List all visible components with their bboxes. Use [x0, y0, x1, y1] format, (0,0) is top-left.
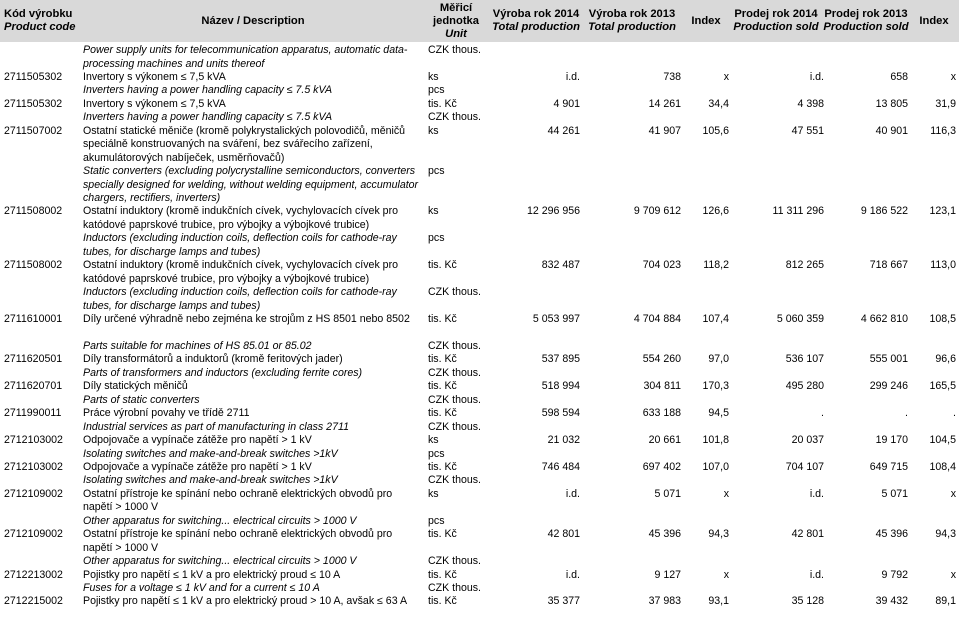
- cell-i1: 107,4: [702, 313, 729, 325]
- table-row: [0, 555, 959, 568]
- cell-s14: i.d.: [809, 487, 824, 500]
- table-row: [0, 582, 959, 595]
- cell-s13: 19 170: [875, 434, 908, 447]
- description-en: Parts of static converters: [83, 393, 200, 406]
- table-row: [0, 232, 959, 259]
- cell-s13: 5 071: [881, 487, 908, 500]
- table-body: [0, 42, 959, 621]
- cell-p13: 704 023: [642, 259, 681, 272]
- description-en: Inductors (excluding induction coils, deflection coils for cathode-ray tubes, for discharge lamps and tubes): [83, 232, 397, 258]
- table-row: [0, 595, 959, 622]
- cell-unit: CZK thous.: [428, 286, 481, 299]
- description-cz: Pojistky pro napětí ≤ 1 kV a pro elektrický proud ≤ 10 A: [83, 568, 341, 581]
- cell-s14: 11 311 296: [772, 205, 824, 218]
- header-unit: Měřicí jednotka Unit: [432, 1, 479, 40]
- table-row: [0, 259, 959, 286]
- table-row: [0, 313, 959, 340]
- description-cz: Odpojovače a vypínače zátěže pro napětí > 1 kV: [83, 434, 312, 447]
- cell-unit: CZK thous.: [428, 474, 481, 487]
- description-en: Parts suitable for machines of HS 85.01 or 85.02: [83, 339, 312, 352]
- cell-unit: tis. Kč: [428, 97, 457, 110]
- cell-i1: 34,4: [708, 97, 729, 110]
- cell-i2: x: [950, 70, 956, 83]
- table-row: [0, 353, 959, 366]
- cell-s14: 20 037: [791, 434, 824, 447]
- description-cz: Ostatní statické měniče (kromě polykrystalických polovodičů, měničů speciálně konstruovaných na sváření, bez svářecího zařízení, akumulátorových nabíječek, usměrňovačů): [83, 124, 406, 164]
- header-sold-2014: Prodej rok 2014 Production sold: [733, 8, 819, 33]
- description-cz: Ostatní induktory (kromě indukčních cívek, vychylovacích cívek pro katódové paprskové trubice, pro výbojky a výbojkové trubice): [83, 205, 398, 231]
- description-en: Isolating switches and make-and-break switches >1kV: [83, 447, 338, 460]
- product-code: 2712213002: [4, 568, 63, 581]
- cell-unit: tis. Kč: [428, 595, 457, 608]
- description-cz: Díly statických měničů: [83, 380, 188, 393]
- cell-s13: 13 805: [875, 97, 908, 110]
- header-sold-2013: Prodej rok 2013 Production sold: [823, 8, 909, 33]
- table-row: [0, 515, 959, 528]
- cell-s14: 704 107: [785, 460, 824, 473]
- cell-unit: tis. Kč: [428, 528, 457, 541]
- product-code: 2711610001: [4, 313, 63, 325]
- cell-unit: CZK thous.: [428, 111, 481, 124]
- cell-s14: 47 551: [791, 124, 824, 137]
- description-en: Other apparatus for switching... electrical circuits > 1000 V: [83, 514, 357, 527]
- table-row: [0, 528, 959, 555]
- cell-i2: x: [950, 487, 956, 500]
- cell-i2: 113,0: [930, 259, 956, 272]
- cell-p13: 45 396: [648, 528, 681, 541]
- cell-p14: 21 032: [547, 434, 580, 447]
- cell-i1: x: [723, 70, 729, 83]
- cell-unit: CZK thous.: [428, 582, 481, 594]
- header-index-sold: Index: [919, 14, 949, 27]
- cell-i2: 116,3: [930, 124, 956, 137]
- cell-s14: 536 107: [785, 353, 824, 366]
- table-row: [0, 125, 959, 165]
- table-row: [0, 394, 959, 407]
- cell-s14: 4 398: [797, 97, 824, 110]
- cell-s13: 718 667: [869, 259, 908, 272]
- cell-p13: 633 188: [642, 407, 681, 420]
- description-en: Static converters (excluding polycrystalline semiconductors, converters specially designed for welding, without welding equipment, accumulator chargers, rectifiers, inverters): [83, 165, 419, 205]
- header-product-code: Kód výrobku Product code: [4, 8, 76, 33]
- description-en: Inverters having a power handling capacity ≤ 7.5 kVA: [83, 84, 333, 97]
- cell-p13: 9 127: [654, 568, 681, 581]
- table-row: [0, 111, 959, 124]
- cell-unit: tis. Kč: [428, 460, 457, 473]
- header-production-2014: Výroba rok 2014 Total production: [492, 8, 580, 33]
- cell-p13: 304 811: [643, 380, 681, 393]
- description-cz: Ostatní induktory (kromě indukčních cívek, vychylovacích cívek pro katódové paprskové trubice, pro výbojky a výbojkové trubice): [83, 259, 398, 285]
- cell-p14: 518 994: [541, 380, 580, 393]
- description-en: Fuses for a voltage ≤ 1 kV and for a current ≤ 10 A: [83, 582, 320, 594]
- description-en: Isolating switches and make-and-break switches >1kV: [83, 474, 338, 487]
- cell-p14: 42 801: [547, 528, 580, 541]
- cell-i2: 108,5: [929, 313, 956, 325]
- header-production-2013: Výroba rok 2013 Total production: [588, 8, 676, 33]
- cell-p13: 37 983: [648, 595, 681, 608]
- cell-s13: 649 715: [869, 460, 908, 473]
- cell-s14: 35 128: [791, 595, 824, 608]
- table-row: [0, 205, 959, 232]
- cell-s13: 45 396: [875, 528, 908, 541]
- cell-s14: i.d.: [809, 568, 824, 581]
- product-code: 2711990011: [4, 407, 62, 420]
- cell-s13: 9 792: [881, 568, 908, 581]
- description-en: Power supply units for telecommunication apparatus, automatic data-processing machines and units thereof: [83, 44, 408, 70]
- table-row: [0, 488, 959, 515]
- cell-p14: 746 484: [541, 460, 580, 473]
- cell-unit: tis. Kč: [428, 407, 457, 420]
- cell-p13: 697 402: [642, 460, 681, 473]
- cell-i1: 118,2: [703, 259, 729, 272]
- cell-p14: 832 487: [541, 259, 580, 272]
- cell-i2: 123,1: [929, 205, 956, 218]
- description-cz: Díly určené výhradně nebo zejména ke strojům z HS 8501 nebo 8502: [83, 313, 410, 325]
- cell-s13: 658: [890, 70, 908, 83]
- table-row: [0, 44, 959, 71]
- table-row: [0, 569, 959, 582]
- cell-p14: i.d.: [565, 568, 580, 581]
- cell-i1: 101,8: [702, 434, 729, 447]
- cell-unit: CZK thous.: [428, 420, 481, 433]
- cell-s13: 9 186 522: [860, 205, 908, 218]
- cell-unit: tis. Kč: [428, 568, 457, 581]
- cell-unit: pcs: [428, 447, 445, 460]
- cell-p14: i.d.: [565, 487, 580, 500]
- product-code: 2711507002: [4, 124, 63, 137]
- description-cz: Odpojovače a vypínače zátěže pro napětí > 1 kV: [83, 460, 312, 473]
- product-code: 2712103002: [4, 434, 63, 447]
- cell-i2: 94,3: [935, 528, 956, 541]
- cell-p14: 5 053 997: [532, 313, 580, 325]
- cell-i2: x: [950, 568, 956, 581]
- cell-unit: ks: [428, 434, 439, 447]
- cell-p14: 4 901: [553, 97, 580, 110]
- product-code: 2712103002: [4, 460, 63, 473]
- cell-i1: x: [723, 568, 729, 581]
- header-index-production: Index: [691, 14, 721, 27]
- description-cz: Invertory s výkonem ≤ 7,5 kVA: [83, 97, 226, 110]
- cell-i1: 97,0: [708, 353, 729, 366]
- table-row: [0, 98, 959, 111]
- cell-unit: ks: [428, 487, 439, 500]
- cell-p14: i.d.: [565, 70, 580, 83]
- cell-p14: 44 261: [547, 124, 580, 137]
- cell-unit: CZK thous.: [428, 339, 481, 352]
- cell-p13: 14 261: [648, 97, 681, 110]
- cell-s14: 5 060 359: [776, 313, 824, 325]
- product-code: 2711508002: [4, 259, 63, 272]
- table-row: [0, 421, 959, 434]
- cell-unit: CZK thous.: [428, 555, 481, 568]
- description-en: Inductors (excluding induction coils, deflection coils for cathode-ray tubes, for discharge lamps and tubes): [83, 286, 397, 312]
- table-row: [0, 340, 959, 353]
- cell-p13: 554 260: [642, 353, 681, 366]
- cell-s13: 4 662 810: [860, 313, 908, 325]
- table-row: [0, 165, 959, 205]
- cell-p14: 537 895: [541, 353, 580, 366]
- cell-unit: tis. Kč: [428, 353, 457, 366]
- cell-unit: CZK thous.: [428, 366, 481, 379]
- product-code: 2712215002: [4, 595, 63, 608]
- table-row: [0, 84, 959, 97]
- cell-p13: 41 907: [648, 124, 681, 137]
- product-code: 2711620701: [4, 380, 63, 393]
- cell-p14: 598 594: [541, 407, 580, 420]
- cell-unit: CZK thous.: [428, 44, 481, 56]
- description-cz: Ostatní přístroje ke spínání nebo ochraně elektrických obvodů pro napětí > 1000 V: [83, 528, 393, 554]
- cell-unit: CZK thous.: [428, 393, 481, 406]
- cell-p13: 4 704 884: [633, 313, 681, 325]
- cell-p13: 20 661: [648, 434, 681, 447]
- product-code: 2711508002: [4, 205, 63, 218]
- cell-i2: .: [953, 407, 956, 420]
- table-row: [0, 367, 959, 380]
- cell-i1: 126,6: [702, 205, 729, 218]
- description-en: Other apparatus for switching... electrical circuits > 1000 V: [83, 555, 357, 568]
- cell-i2: 96,6: [935, 353, 956, 366]
- header-description: Název / Description: [201, 14, 305, 27]
- cell-unit: ks: [428, 205, 439, 218]
- description-cz: Invertory s výkonem ≤ 7,5 kVA: [83, 70, 226, 83]
- description-en: Inverters having a power handling capacity ≤ 7.5 kVA: [83, 111, 333, 124]
- cell-s13: 39 432: [875, 595, 908, 608]
- description-cz: Pojistky pro napětí ≤ 1 kV a pro elektrický proud > 10 A, avšak ≤ 63 A: [83, 595, 408, 608]
- cell-i1: 94,3: [708, 528, 729, 541]
- cell-s14: 812 265: [785, 259, 824, 272]
- cell-s14: i.d.: [809, 70, 824, 83]
- cell-s14: .: [821, 407, 824, 420]
- cell-s13: 299 246: [869, 380, 908, 393]
- cell-s13: 40 901: [875, 124, 908, 137]
- cell-p14: 35 377: [547, 595, 580, 608]
- description-cz: Práce výrobní povahy ve třídě 2711: [83, 407, 250, 420]
- table-row: [0, 461, 959, 474]
- description-cz: Ostatní přístroje ke spínání nebo ochraně elektrických obvodů pro napětí > 1000 V: [83, 487, 393, 514]
- product-code: 2712109002: [4, 487, 63, 500]
- cell-i1: x: [723, 487, 729, 500]
- cell-s13: .: [905, 407, 908, 420]
- cell-s14: 495 280: [785, 380, 824, 393]
- description-en: Parts of transformers and inductors (excluding ferrite cores): [83, 366, 363, 379]
- cell-s14: 42 801: [791, 528, 824, 541]
- cell-unit: tis. Kč: [428, 380, 457, 393]
- table-row: [0, 434, 959, 447]
- cell-unit: ks: [428, 124, 439, 137]
- product-code: 2711505302: [4, 97, 63, 110]
- cell-p13: 738: [663, 70, 681, 83]
- description-cz: Díly transformátorů a induktorů (kromě feritových jader): [83, 353, 343, 366]
- table-row: [0, 71, 959, 84]
- cell-i1: 170,3: [702, 380, 729, 393]
- cell-unit: tis. Kč: [428, 313, 457, 325]
- cell-i2: 104,5: [929, 434, 956, 447]
- cell-unit: pcs: [428, 84, 445, 97]
- cell-p13: 9 709 612: [633, 205, 681, 218]
- cell-i1: 94,5: [708, 407, 729, 420]
- cell-unit: pcs: [428, 165, 445, 178]
- description-en: Industrial services as part of manufacturing in class 2711: [83, 420, 349, 433]
- cell-i2: 31,9: [935, 97, 956, 110]
- table-row: [0, 380, 959, 393]
- table-row: [0, 474, 959, 487]
- cell-i1: 93,1: [708, 595, 729, 608]
- table-row: [0, 448, 959, 461]
- cell-p14: 12 296 956: [526, 205, 580, 218]
- table-header: [0, 0, 959, 42]
- cell-unit: pcs: [428, 232, 445, 245]
- product-code: 2711620501: [4, 353, 63, 366]
- cell-i2: 165,5: [929, 380, 956, 393]
- cell-unit: pcs: [428, 514, 445, 527]
- cell-i1: 105,6: [702, 124, 729, 137]
- table-row: [0, 407, 959, 420]
- product-code: 2711505302: [4, 70, 63, 83]
- cell-i1: 107,0: [702, 460, 729, 473]
- cell-i2: 108,4: [929, 460, 956, 473]
- cell-unit: tis. Kč: [428, 259, 457, 272]
- cell-s13: 555 001: [869, 353, 908, 366]
- table-row: [0, 286, 959, 313]
- cell-i2: 89,1: [935, 595, 956, 608]
- cell-p13: 5 071: [654, 487, 681, 500]
- cell-unit: ks: [428, 70, 439, 83]
- product-code: 2712109002: [4, 528, 63, 541]
